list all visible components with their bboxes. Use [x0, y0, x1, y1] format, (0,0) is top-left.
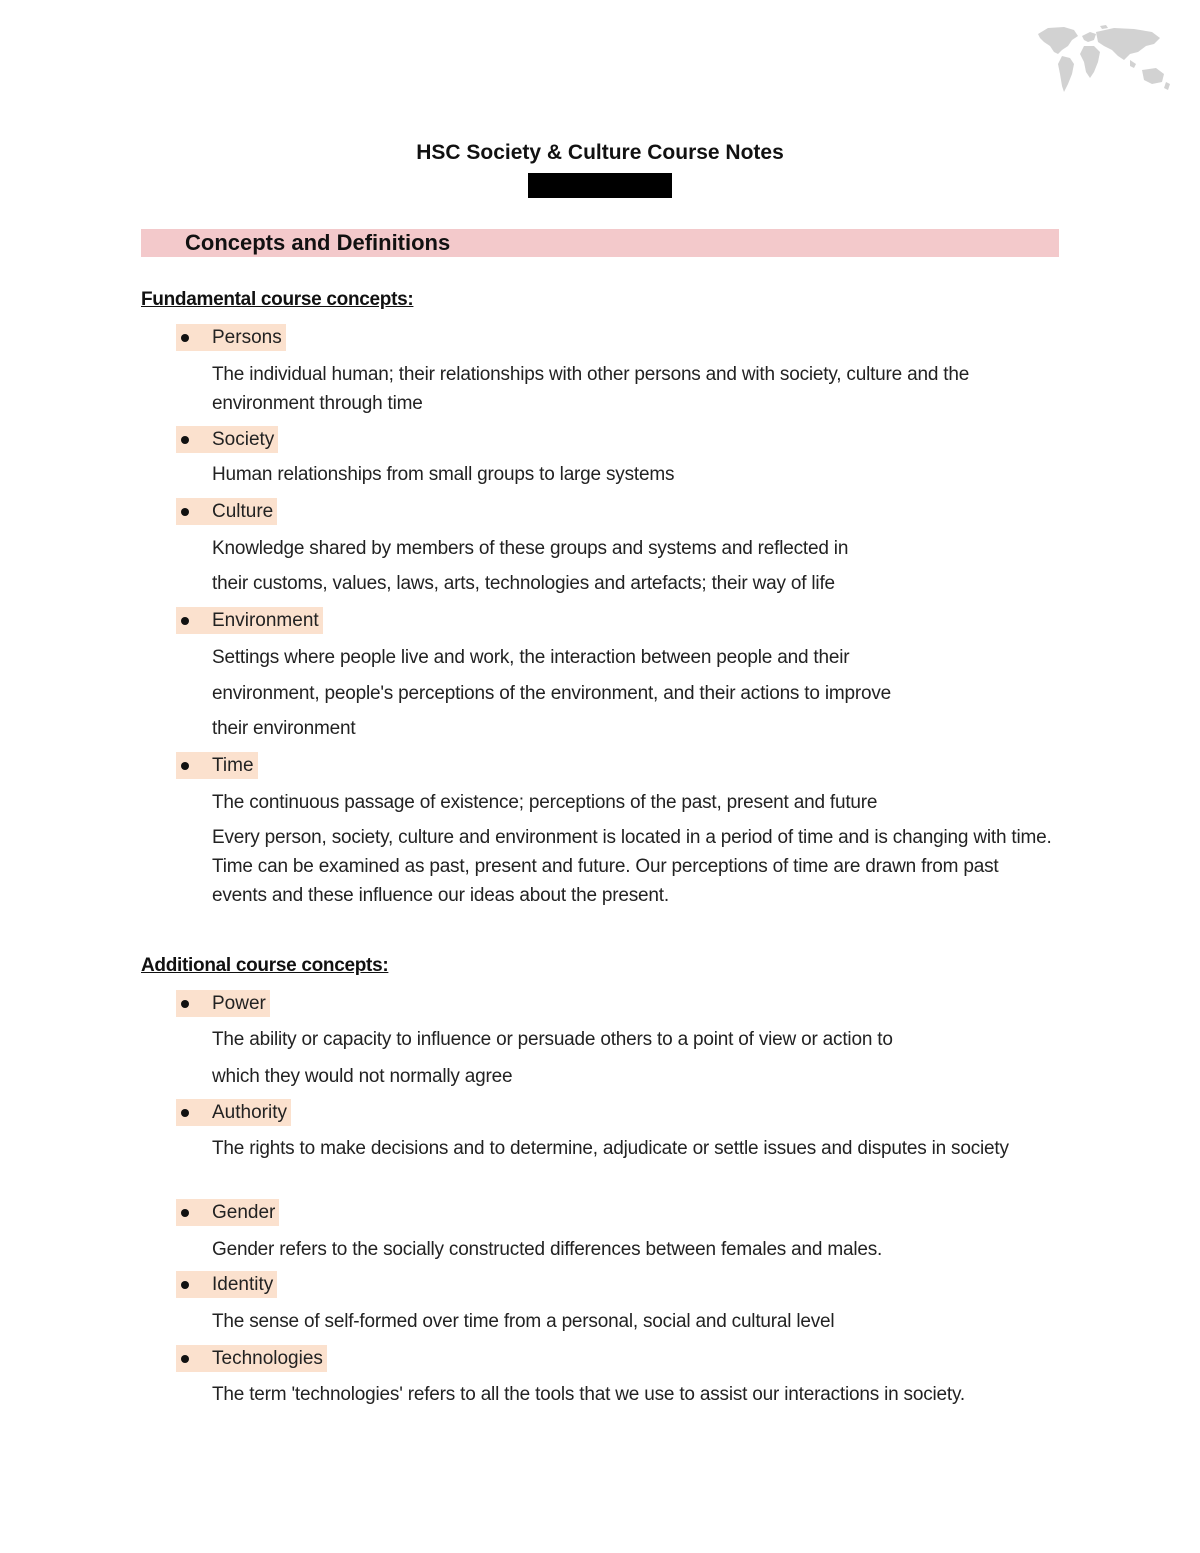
redaction-bar — [528, 173, 672, 198]
fundamental-heading: Fundamental course concepts: — [141, 289, 414, 310]
bullet-icon — [181, 1000, 189, 1008]
concept-environment — [176, 607, 323, 634]
concept-term: Authority — [212, 1102, 287, 1123]
concept-definition: The continuous passage of existence; perceptions of the past, present and future — [212, 792, 878, 813]
bullet-icon — [181, 762, 189, 770]
bullet-icon — [181, 436, 189, 444]
concept-definition: The sense of self-formed over time from a personal, social and cultural level — [212, 1311, 835, 1332]
bullet-icon — [181, 1209, 189, 1217]
bullet-icon — [181, 1109, 189, 1117]
concept-definition: The term 'technologies' refers to all the tools that we use to assist our interactions in society. — [212, 1384, 965, 1405]
additional-heading: Additional course concepts: — [141, 955, 389, 976]
section-header — [141, 229, 1059, 257]
section-title: Concepts and Definitions — [185, 230, 451, 255]
concept-term: Persons — [212, 327, 282, 348]
concept-term: Culture — [212, 501, 274, 522]
concept-society — [176, 426, 278, 453]
bullet-icon — [181, 1355, 189, 1363]
bullet-icon — [181, 508, 189, 516]
bullet-icon — [181, 334, 189, 342]
concept-term: Technologies — [212, 1348, 323, 1369]
concept-definition: Human relationships from small groups to large systems — [212, 464, 675, 485]
concept-definition: The rights to make decisions and to determine, adjudicate or settle issues and disputes in society — [212, 1138, 1009, 1159]
bullet-icon — [181, 617, 189, 625]
concept-definition: which they would not normally agree — [212, 1066, 513, 1087]
concept-time — [176, 752, 258, 779]
concept-definition: Gender refers to the socially constructed differences between females and males. — [212, 1239, 883, 1260]
concept-definition: Knowledge shared by members of these groups and systems and reflected in — [212, 538, 849, 559]
concept-definition: Every person, society, culture and environment is located in a period of time and is changing with time. Time can be examined as past, present and future. Our perceptions of time are drawn from past events and these influence our ideas about the present. — [212, 827, 1052, 906]
concept-definition: their environment — [212, 718, 356, 739]
concept-term: Society — [212, 429, 275, 450]
concept-technologies — [176, 1345, 327, 1372]
concept-identity — [176, 1271, 277, 1298]
concept-gender — [176, 1199, 279, 1226]
concept-definition: The ability or capacity to influence or persuade others to a point of view or action to — [212, 1029, 893, 1050]
concept-term: Environment — [212, 610, 319, 631]
concept-definition: The individual human; their relationships with other persons and with society, culture and the environment through time — [212, 364, 970, 414]
concept-term: Power — [212, 993, 266, 1014]
document-title: HSC Society & Culture Course Notes — [416, 141, 784, 164]
concept-term: Identity — [212, 1274, 274, 1295]
concept-culture — [176, 498, 277, 525]
concept-definition: Settings where people live and work, the interaction between people and their — [212, 647, 850, 668]
world-map-icon — [1034, 24, 1174, 96]
bullet-icon — [181, 1281, 189, 1289]
concept-authority — [176, 1099, 291, 1126]
concept-power — [176, 990, 270, 1017]
concept-definition: their customs, values, laws, arts, technologies and artefacts; their way of life — [212, 573, 835, 594]
concept-definition: environment, people's perceptions of the environment, and their actions to improve — [212, 683, 892, 704]
concept-term: Gender — [212, 1202, 276, 1223]
concept-persons — [176, 324, 286, 351]
concept-term: Time — [212, 755, 254, 776]
